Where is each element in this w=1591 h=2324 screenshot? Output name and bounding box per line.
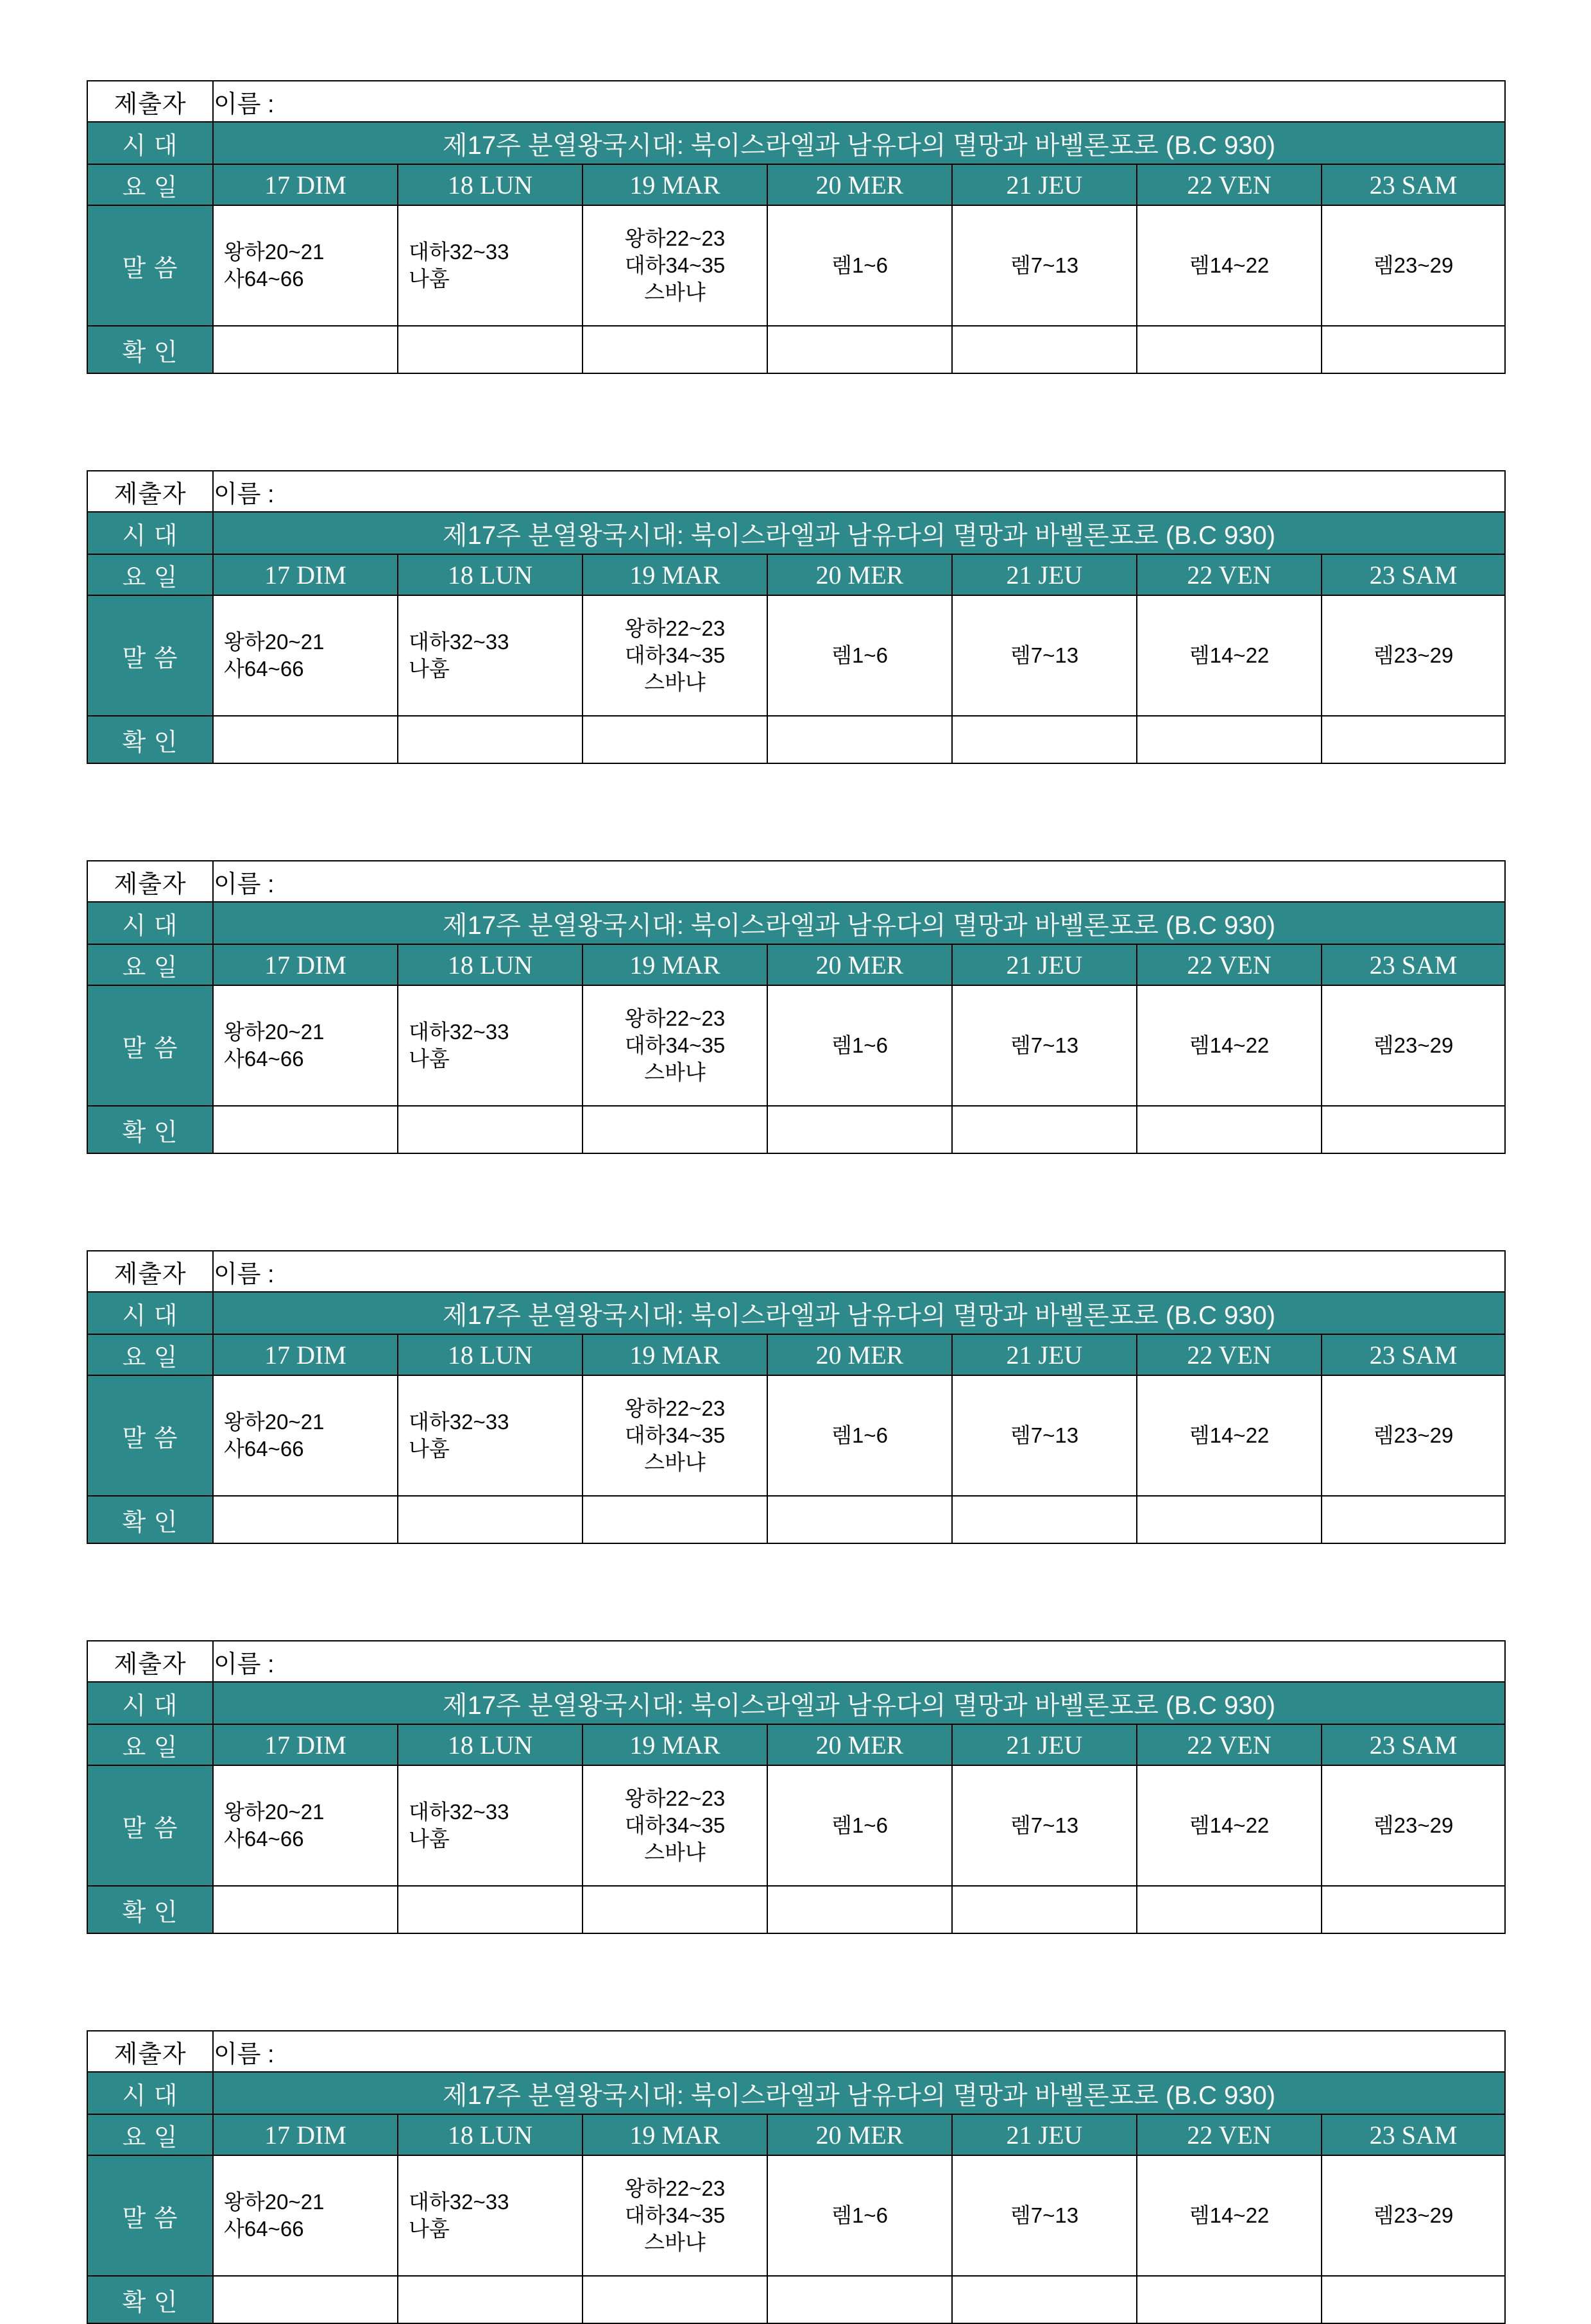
table-row-weekday (87, 944, 1505, 985)
reading-cell-3: 렘1~6 (767, 2155, 952, 2276)
confirm-cell-0[interactable] (213, 2276, 398, 2323)
confirm-label: 확 인 (87, 326, 213, 373)
era-label: 시 대 (87, 1682, 213, 1724)
reading-sheet (87, 860, 1504, 1154)
weekday-label: 요 일 (87, 1724, 213, 1765)
confirm-cell-1[interactable] (398, 1106, 583, 1153)
confirm-cell-0[interactable] (213, 1106, 398, 1153)
reading-cell-0: 왕하20~21 사64~66 (213, 1375, 398, 1496)
confirm-cell-6[interactable] (1322, 1496, 1505, 1543)
name-input[interactable]: 이름 : (213, 861, 1505, 902)
day-header-4: 21 JEU (952, 944, 1137, 985)
weekday-label: 요 일 (87, 164, 213, 205)
table-row-era (87, 1292, 1505, 1334)
submitter-label: 제출자 (87, 1641, 213, 1682)
reading-cell-5: 렘14~22 (1137, 1375, 1322, 1496)
day-header-2: 19 MAR (583, 944, 767, 985)
day-header-6: 23 SAM (1322, 944, 1505, 985)
table-row-era (87, 1682, 1505, 1724)
reading-cell-2: 왕하22~23 대하34~35 스바냐 (583, 1765, 767, 1886)
reading-cell-6: 렘23~29 (1322, 2155, 1505, 2276)
day-header-0: 17 DIM (213, 944, 398, 985)
weekday-label: 요 일 (87, 944, 213, 985)
reading-cell-3: 렘1~6 (767, 595, 952, 716)
era-label: 시 대 (87, 122, 213, 164)
reading-cell-2: 왕하22~23 대하34~35 스바냐 (583, 985, 767, 1106)
era-title: 제17주 분열왕국시대: 북이스라엘과 남유다의 멸망과 바벨론포로 (B.C 930) (213, 902, 1505, 944)
era-label: 시 대 (87, 2072, 213, 2114)
day-header-3: 20 MER (767, 2114, 952, 2155)
confirm-cell-1[interactable] (398, 1886, 583, 1933)
confirm-cell-0[interactable] (213, 1886, 398, 1933)
confirm-label: 확 인 (87, 2276, 213, 2323)
reading-cell-0: 왕하20~21 사64~66 (213, 1765, 398, 1886)
submitter-label: 제출자 (87, 471, 213, 512)
submitter-label: 제출자 (87, 861, 213, 902)
day-header-1: 18 LUN (398, 1334, 583, 1375)
word-label: 말 씀 (87, 1375, 213, 1496)
weekday-label: 요 일 (87, 2114, 213, 2155)
confirm-cell-4[interactable] (952, 1496, 1137, 1543)
confirm-cell-3[interactable] (767, 1106, 952, 1153)
day-header-1: 18 LUN (398, 944, 583, 985)
confirm-cell-3[interactable] (767, 1886, 952, 1933)
table-row-era (87, 512, 1505, 554)
day-header-3: 20 MER (767, 1334, 952, 1375)
reading-cell-1: 대하32~33 나훔 (398, 2155, 583, 2276)
table-row-submitter (87, 81, 1505, 122)
confirm-label: 확 인 (87, 1106, 213, 1153)
weekday-label: 요 일 (87, 1334, 213, 1375)
word-label: 말 씀 (87, 2155, 213, 2276)
table-row-weekday (87, 1724, 1505, 1765)
table-row-weekday (87, 164, 1505, 205)
day-header-1: 18 LUN (398, 164, 583, 205)
day-header-4: 21 JEU (952, 1724, 1137, 1765)
weekday-label: 요 일 (87, 554, 213, 595)
day-header-5: 22 VEN (1137, 2114, 1322, 2155)
table-row-era (87, 122, 1505, 164)
table-row-readings (87, 205, 1505, 326)
reading-cell-4: 렘7~13 (952, 595, 1137, 716)
era-title: 제17주 분열왕국시대: 북이스라엘과 남유다의 멸망과 바벨론포로 (B.C 930) (213, 1292, 1505, 1334)
table-row-submitter (87, 471, 1505, 512)
reading-cell-5: 렘14~22 (1137, 985, 1322, 1106)
confirm-cell-0[interactable] (213, 1496, 398, 1543)
day-header-0: 17 DIM (213, 1724, 398, 1765)
era-title: 제17주 분열왕국시대: 북이스라엘과 남유다의 멸망과 바벨론포로 (B.C 930) (213, 512, 1505, 554)
confirm-cell-4[interactable] (952, 716, 1137, 763)
submitter-label: 제출자 (87, 2031, 213, 2072)
reading-cell-2: 왕하22~23 대하34~35 스바냐 (583, 2155, 767, 2276)
sheet-clones (87, 470, 1504, 2324)
confirm-cell-5[interactable] (1137, 326, 1322, 373)
era-label: 시 대 (87, 1292, 213, 1334)
reading-sheet (87, 2030, 1504, 2324)
reading-cell-4: 렘7~13 (952, 2155, 1137, 2276)
day-header-5: 22 VEN (1137, 554, 1322, 595)
day-header-6: 23 SAM (1322, 164, 1505, 205)
table-row-readings (87, 1375, 1505, 1496)
reading-cell-1: 대하32~33 나훔 (398, 595, 583, 716)
confirm-cell-2[interactable] (583, 1106, 767, 1153)
name-input[interactable]: 이름 : (213, 2031, 1505, 2072)
table-row-submitter (87, 861, 1505, 902)
reading-cell-2: 왕하22~23 대하34~35 스바냐 (583, 1375, 767, 1496)
day-header-5: 22 VEN (1137, 944, 1322, 985)
confirm-cell-3[interactable] (767, 716, 952, 763)
reading-cell-6: 렘23~29 (1322, 1765, 1505, 1886)
confirm-cell-4[interactable] (952, 1106, 1137, 1153)
reading-cell-3: 렘1~6 (767, 1375, 952, 1496)
confirm-cell-3[interactable] (767, 1496, 952, 1543)
day-header-3: 20 MER (767, 164, 952, 205)
table-row-submitter (87, 1641, 1505, 1682)
day-header-4: 21 JEU (952, 2114, 1137, 2155)
reading-cell-6: 렘23~29 (1322, 595, 1505, 716)
day-header-3: 20 MER (767, 554, 952, 595)
reading-cell-4: 렘7~13 (952, 1765, 1137, 1886)
era-label: 시 대 (87, 902, 213, 944)
confirm-cell-5[interactable] (1137, 1106, 1322, 1153)
reading-cell-1: 대하32~33 나훔 (398, 205, 583, 326)
name-input[interactable]: 이름 : (213, 471, 1505, 512)
day-header-2: 19 MAR (583, 1334, 767, 1375)
table-row-era (87, 902, 1505, 944)
confirm-cell-1[interactable] (398, 1496, 583, 1543)
reading-table (87, 860, 1506, 1154)
table-row-confirm (87, 716, 1505, 763)
name-input[interactable]: 이름 : (213, 81, 1505, 122)
day-header-1: 18 LUN (398, 1724, 583, 1765)
day-header-5: 22 VEN (1137, 1334, 1322, 1375)
name-input[interactable]: 이름 : (213, 1641, 1505, 1682)
reading-cell-0: 왕하20~21 사64~66 (213, 985, 398, 1106)
reading-cell-0: 왕하20~21 사64~66 (213, 2155, 398, 2276)
day-header-0: 17 DIM (213, 554, 398, 595)
day-header-2: 19 MAR (583, 2114, 767, 2155)
confirm-label: 확 인 (87, 1886, 213, 1933)
confirm-cell-6[interactable] (1322, 326, 1505, 373)
reading-cell-6: 렘23~29 (1322, 205, 1505, 326)
reading-table (87, 2030, 1506, 2324)
confirm-cell-4[interactable] (952, 2276, 1137, 2323)
table-row-submitter (87, 2031, 1505, 2072)
word-label: 말 씀 (87, 1765, 213, 1886)
confirm-cell-2[interactable] (583, 326, 767, 373)
reading-table (87, 1250, 1506, 1544)
reading-cell-2: 왕하22~23 대하34~35 스바냐 (583, 205, 767, 326)
submitter-label: 제출자 (87, 81, 213, 122)
confirm-cell-2[interactable] (583, 716, 767, 763)
table-row-readings (87, 985, 1505, 1106)
confirm-cell-1[interactable] (398, 2276, 583, 2323)
reading-cell-3: 렘1~6 (767, 985, 952, 1106)
confirm-cell-5[interactable] (1137, 1496, 1322, 1543)
submitter-label: 제출자 (87, 1251, 213, 1292)
reading-cell-3: 렘1~6 (767, 205, 952, 326)
reading-cell-1: 대하32~33 나훔 (398, 1375, 583, 1496)
day-header-0: 17 DIM (213, 2114, 398, 2155)
table-row-confirm (87, 1106, 1505, 1153)
confirm-cell-1[interactable] (398, 716, 583, 763)
word-label: 말 씀 (87, 985, 213, 1106)
reading-cell-4: 렘7~13 (952, 1375, 1137, 1496)
day-header-0: 17 DIM (213, 164, 398, 205)
reading-cell-6: 렘23~29 (1322, 985, 1505, 1106)
reading-cell-5: 렘14~22 (1137, 205, 1322, 326)
reading-sheet (87, 80, 1504, 374)
day-header-6: 23 SAM (1322, 1334, 1505, 1375)
day-header-4: 21 JEU (952, 554, 1137, 595)
table-row-readings (87, 595, 1505, 716)
reading-cell-2: 왕하22~23 대하34~35 스바냐 (583, 595, 767, 716)
confirm-cell-3[interactable] (767, 326, 952, 373)
reading-table (87, 80, 1506, 374)
confirm-cell-1[interactable] (398, 326, 583, 373)
confirm-cell-2[interactable] (583, 1496, 767, 1543)
era-label: 시 대 (87, 512, 213, 554)
table-row-confirm (87, 326, 1505, 373)
reading-table (87, 470, 1506, 764)
day-header-3: 20 MER (767, 944, 952, 985)
day-header-2: 19 MAR (583, 1724, 767, 1765)
name-input[interactable]: 이름 : (213, 1251, 1505, 1292)
confirm-cell-0[interactable] (213, 716, 398, 763)
confirm-cell-3[interactable] (767, 2276, 952, 2323)
reading-cell-5: 렘14~22 (1137, 2155, 1322, 2276)
day-header-1: 18 LUN (398, 2114, 583, 2155)
reading-cell-4: 렘7~13 (952, 985, 1137, 1106)
day-header-2: 19 MAR (583, 554, 767, 595)
confirm-cell-0[interactable] (213, 326, 398, 373)
day-header-4: 21 JEU (952, 164, 1137, 205)
table-row-confirm (87, 2276, 1505, 2323)
era-title: 제17주 분열왕국시대: 북이스라엘과 남유다의 멸망과 바벨론포로 (B.C 930) (213, 1682, 1505, 1724)
confirm-cell-6[interactable] (1322, 716, 1505, 763)
table-row-weekday (87, 2114, 1505, 2155)
day-header-5: 22 VEN (1137, 1724, 1322, 1765)
day-header-4: 21 JEU (952, 1334, 1137, 1375)
word-label: 말 씀 (87, 595, 213, 716)
word-label: 말 씀 (87, 205, 213, 326)
table-row-weekday (87, 554, 1505, 595)
reading-cell-4: 렘7~13 (952, 205, 1137, 326)
reading-cell-5: 렘14~22 (1137, 595, 1322, 716)
confirm-cell-2[interactable] (583, 1886, 767, 1933)
reading-cell-1: 대하32~33 나훔 (398, 985, 583, 1106)
reading-table (87, 1640, 1506, 1934)
confirm-cell-6[interactable] (1322, 1106, 1505, 1153)
reading-sheet (87, 470, 1504, 764)
confirm-cell-2[interactable] (583, 2276, 767, 2323)
table-row-weekday (87, 1334, 1505, 1375)
era-title: 제17주 분열왕국시대: 북이스라엘과 남유다의 멸망과 바벨론포로 (B.C 930) (213, 122, 1505, 164)
confirm-cell-5[interactable] (1137, 2276, 1322, 2323)
reading-cell-6: 렘23~29 (1322, 1375, 1505, 1496)
day-header-6: 23 SAM (1322, 554, 1505, 595)
day-header-3: 20 MER (767, 1724, 952, 1765)
confirm-label: 확 인 (87, 716, 213, 763)
day-header-5: 22 VEN (1137, 164, 1322, 205)
table-row-submitter (87, 1251, 1505, 1292)
confirm-cell-6[interactable] (1322, 2276, 1505, 2323)
reading-cell-3: 렘1~6 (767, 1765, 952, 1886)
confirm-cell-5[interactable] (1137, 716, 1322, 763)
reading-cell-0: 왕하20~21 사64~66 (213, 595, 398, 716)
table-row-confirm (87, 1496, 1505, 1543)
table-row-readings (87, 2155, 1505, 2276)
table-row-confirm (87, 1886, 1505, 1933)
confirm-label: 확 인 (87, 1496, 213, 1543)
day-header-1: 18 LUN (398, 554, 583, 595)
day-header-6: 23 SAM (1322, 2114, 1505, 2155)
era-title: 제17주 분열왕국시대: 북이스라엘과 남유다의 멸망과 바벨론포로 (B.C 930) (213, 2072, 1505, 2114)
reading-cell-0: 왕하20~21 사64~66 (213, 205, 398, 326)
confirm-cell-4[interactable] (952, 1886, 1137, 1933)
table-row-era (87, 2072, 1505, 2114)
confirm-cell-6[interactable] (1322, 1886, 1505, 1933)
confirm-cell-5[interactable] (1137, 1886, 1322, 1933)
day-header-0: 17 DIM (213, 1334, 398, 1375)
confirm-cell-4[interactable] (952, 326, 1137, 373)
reading-cell-1: 대하32~33 나훔 (398, 1765, 583, 1886)
day-header-2: 19 MAR (583, 164, 767, 205)
table-row-readings (87, 1765, 1505, 1886)
reading-cell-5: 렘14~22 (1137, 1765, 1322, 1886)
reading-sheet (87, 1640, 1504, 1934)
day-header-6: 23 SAM (1322, 1724, 1505, 1765)
reading-sheet (87, 1250, 1504, 1544)
